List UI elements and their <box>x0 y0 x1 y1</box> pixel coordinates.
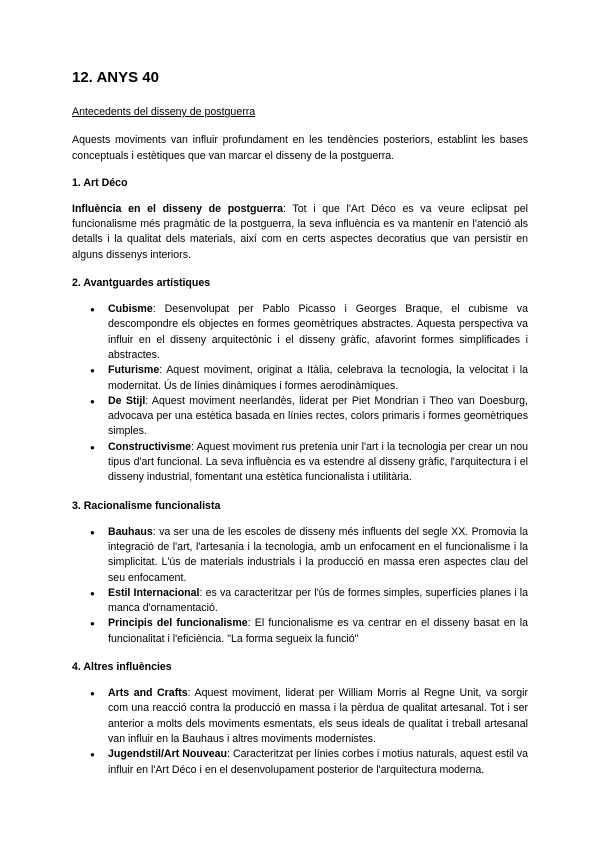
list-item-text: : Aquest moviment neerlandès, liderat per Piet Mondrian i Theo van Doesburg, advocava per una estètica basada en línies rectes, colors primaris i formes geomètriques simples. <box>108 394 528 438</box>
list-item <box>108 525 528 586</box>
section-heading-avantguardes: 2. Avantguardes artístiques <box>72 277 211 290</box>
list-item-term: Cubisme <box>108 303 153 316</box>
list-item <box>108 747 528 778</box>
list-item-term: Constructivisme <box>108 440 192 453</box>
racionalisme-list <box>72 525 528 647</box>
list-item <box>108 440 528 486</box>
list-item-term: Estil Internacional <box>108 586 200 599</box>
list-item-text: : es va caracteritzar per l'ús de formes simples, superfícies planes i la manca d'ornamentació. <box>108 586 529 615</box>
page-subtitle: Antecedents del disseny de postguerra <box>72 106 256 118</box>
list-item <box>108 586 528 617</box>
paragraph-text: : Tot i que l'Art Déco es va veure eclipsat pel funcionalisme més pragmàtic de la postguerra, la seva influència es va mantenir en l'atenció als detalls i la qualitat dels materials, així com en certs aspectes decoratius que van persistir en alguns dissenys interiors. <box>72 202 528 261</box>
altres-list <box>72 686 528 778</box>
list-item-text: : Aquest moviment, originat a Itàlia, celebrava la tecnologia, la velocitat i la modernitat. Ús de línies dinàmiques i formes aerodinàmiques. <box>108 364 528 392</box>
page-title: 12. ANYS 40 <box>72 69 159 86</box>
list-item-term: Futurisme <box>108 364 160 377</box>
list-item-text: : Aquest moviment, liderat per William Morris al Regne Unit, va sorgir com una reacció contra la producció en massa i la pèrdua de qualitat artesanal. Tot i ser anterior a molts dels moviments esmentats, els seus ideals de qualitat i treball artesanal van influir en la Bauhaus i altres moviments modernistes. <box>108 687 529 745</box>
list-item-term: Jugendstil/Art Nouveau <box>108 748 227 761</box>
list-item-text: : El funcionalisme es va centrar en el disseny basat en la funcionalitat i l'eficiència. "La forma segueix la funció" <box>108 617 528 645</box>
list-item-term: Arts and Crafts <box>108 687 188 700</box>
paragraph-term: Influència en el disseny de postguerra <box>72 202 284 215</box>
section-heading-altres: 4. Altres influències <box>72 661 172 674</box>
list-item <box>108 302 528 363</box>
list-item <box>108 363 528 394</box>
list-item-text: : Caracteritzat per línies corbes i motius naturals, aquest estil va influir en l'Art Déco i en el desenvolupament posterior de l'arquitectura moderna. <box>108 748 528 776</box>
list-item-text: : va ser una de les escoles de disseny més influents del segle XX. Promovia la integració de l'art, l'artesania i la tecnologia, amb un enfocament en el funcionalisme i la simplicitat. L'ús de materials industrials i la producció en massa eren aspectes clau del seu enfocament. <box>108 525 528 584</box>
list-item <box>108 394 528 440</box>
list-item-term: De Stijl <box>108 394 146 407</box>
list-item-text: : Aquest moviment rus pretenia unir l'art i la tecnologia per crear un nou tipus d'art funcional. La seva influència es va estendre al disseny gràfic, l'arquitectura i el disseny industrial, fomentant una estètica funcionalista i utilitària. <box>108 440 528 484</box>
avantguardes-list <box>72 302 528 486</box>
intro-paragraph: Aquests moviments van influir profundament en les tendències posteriors, establint les bases conceptuals i estètiques que van marcar el disseny de la postguerra. <box>72 134 528 162</box>
list-item <box>108 616 528 647</box>
section-heading-art-deco: 1. Art Déco <box>72 176 128 189</box>
list-item-term: Bauhaus <box>108 525 153 538</box>
art-deco-paragraph <box>72 202 528 263</box>
list-item <box>108 686 528 747</box>
list-item-text: : Desenvolupat per Pablo Picasso i Georges Braque, el cubisme va descompondre els objectes en formes geomètriques abstractes. Aquesta perspectiva va influir en el disseny arquitectònic i el disseny gràfic, afavorint formes simplificades i abstractes. <box>108 303 528 361</box>
list-item-term: Principis del funcionalisme <box>108 617 248 630</box>
section-heading-racionalisme: 3. Racionalisme funcionalista <box>72 499 221 512</box>
